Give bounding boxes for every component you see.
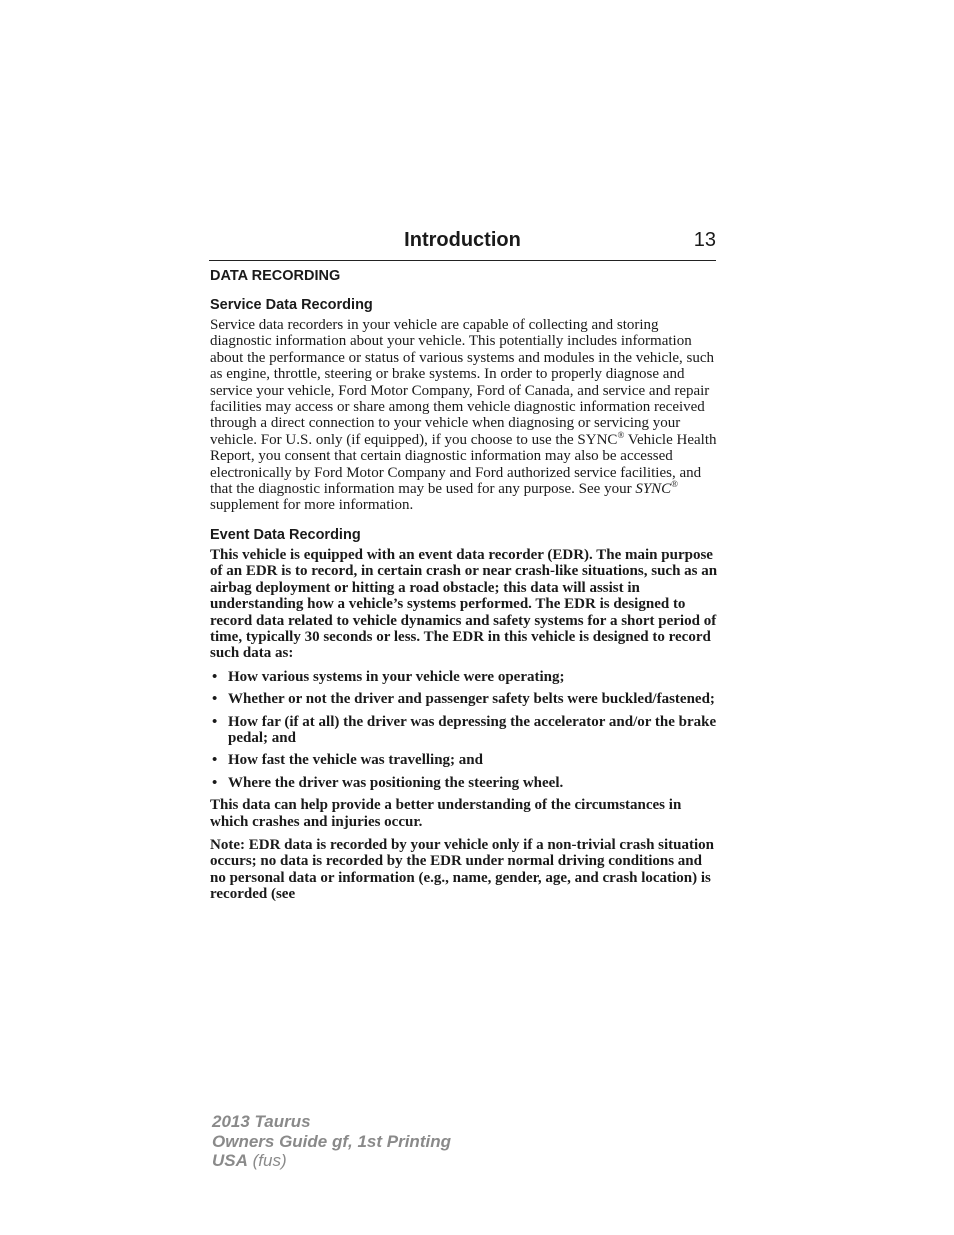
edr-note-paragraph: Note: EDR data is recorded by your vehicle only if a non-trivial crash situation occurs; no data is recorded by the EDR under normal driving conditions and no personal data or information (e.g., name, gender, age, and crash location) is recorded (see xyxy=(210,836,715,903)
footer-guide: Owners Guide gf, 1st Printing xyxy=(212,1131,451,1151)
service-text-part3: supplement for more information. xyxy=(210,497,414,514)
list-item: • How various systems in your vehicle were operating; xyxy=(212,668,565,685)
registered-mark-2: ® xyxy=(671,479,679,490)
page-header xyxy=(209,228,716,261)
footer-model: 2013 Taurus xyxy=(212,1112,311,1131)
list-item: • How fast the vehicle was travelling; and xyxy=(212,752,483,769)
page-number: 13 xyxy=(693,229,716,251)
edr-summary-paragraph: This data can help provide a better understanding of the circumstances in which crashes and injuries occur. xyxy=(210,797,682,830)
service-data-recording-title: Service Data Recording xyxy=(210,297,373,313)
page-content xyxy=(210,268,720,910)
bullet-icon: • xyxy=(212,713,218,730)
section-title: DATA RECORDING xyxy=(210,268,341,284)
service-text-part1: Service data recorders in your vehicle are capable of collecting and storing diagnostic information about your vehicle. This potentially includes information about the performance or status of various systems and modules in the vehicle, such as engine, throttle, steering or brake systems. In order to properly diagnose and service your vehicle, Ford Motor Company, Ford of Canada, and service and repair facilities may access or share among them vehicle diagnostic information received through a direct connection to your vehicle when diagnosing or servicing your vehicle. For U.S. only (if equipped), if you choose to use the SYNC xyxy=(210,317,715,448)
bullet-icon: • xyxy=(212,752,218,769)
edr-data-list xyxy=(210,669,720,791)
event-data-recording-title: Event Data Recording xyxy=(210,526,361,543)
service-data-paragraph xyxy=(210,317,720,514)
registered-mark: ® xyxy=(617,429,625,440)
service-text-part2: Vehicle Health Report, you consent that certain diagnostic information may also be accessed electronically by Ford Motor Company and Ford authorized service facilities, and that the diagnostic information may be used for any purpose. See your xyxy=(210,431,717,498)
list-item: • How far (if at all) the driver was depressing the accelerator and/or the brake pedal; and xyxy=(212,713,717,746)
list-item: • Where the driver was positioning the steering wheel. xyxy=(212,774,564,791)
header-title: Introduction xyxy=(404,229,521,251)
sync-italic: SYNC xyxy=(635,481,672,498)
edr-intro-paragraph: This vehicle is equipped with an event data recorder (EDR). The main purpose of an EDR is to record, in certain crash or near crash-like situations, such as an airbag deployment or hitting a road obstacle; this data will assist in understanding how a vehicle’s systems performed. The EDR is designed to record data related to vehicle dynamics and safety systems for a short period of time, typically 30 seconds or less. The EDR in this vehicle is designed to record such data as: xyxy=(210,546,718,662)
bullet-icon: • xyxy=(212,691,218,708)
footer-region: USA (fus) xyxy=(212,1151,287,1170)
list-item: • Whether or not the driver and passenger safety belts were buckled/fastened; xyxy=(212,691,715,708)
bullet-icon: • xyxy=(212,668,218,685)
footer xyxy=(212,1112,451,1171)
bullet-icon: • xyxy=(212,774,218,791)
